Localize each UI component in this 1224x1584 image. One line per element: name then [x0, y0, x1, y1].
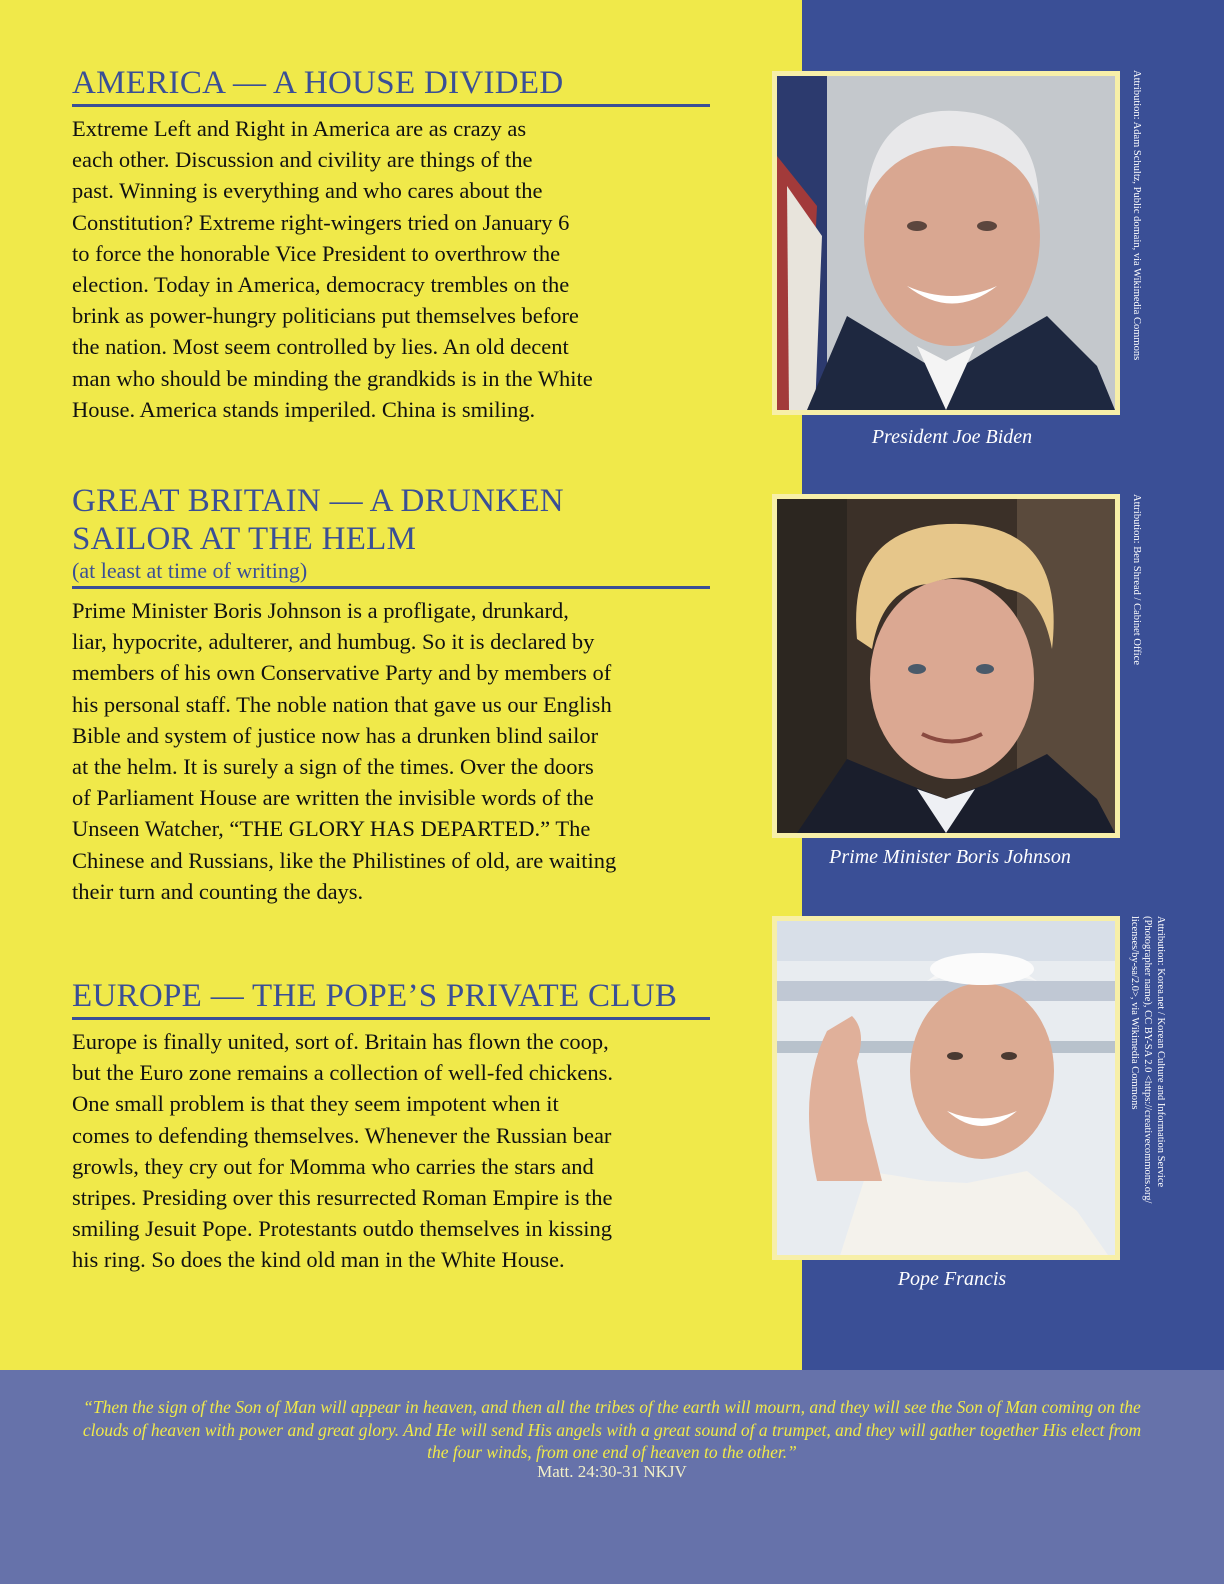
section-heading: GREAT BRITAIN — A DRUNKEN SAILOR AT THE HELM — [72, 483, 564, 557]
section-body: Europe is finally united, sort of. Britain has flown the coop, but the Euro zone remains a collection of well-fed chickens. One small problem is that they seem impotent when it comes to defending themselves. Whenever the Russian bear growls, they cry out for Momma who carries the stars and stripes. Presiding over this resurrected Roman Empire is the smiling Jesuit Pope. Protestants outdo themselves in kissing his ring. So does the kind old man in the White House. — [72, 1029, 614, 1273]
section-heading: EUROPE — THE POPE’S PRIVATE CLUB — [72, 978, 678, 1014]
heading-rule — [72, 586, 710, 589]
photo-attribution: Attribution: Korea.net / Korean Culture and Information Service (Photographer name), CC BY-SA 2.0 <https://creativecommons.org/ licenses/by-sa/2.0>, via Wikimedia Commons — [1129, 916, 1166, 1204]
photo-caption: President Joe Biden — [871, 426, 1033, 448]
scripture-quote: “Then the sign of the Son of Man will appear in heaven, and then all the tribes of the earth will mourn, and they will see the Son of Man coming on the clouds of heaven with power and great glory. And He will send His angels with a great sound of a trumpet, and they will gather together His elect from the four winds, from one end of heaven to the other.” — [82, 1397, 1142, 1462]
photo-johnson — [772, 494, 1120, 838]
heading-rule — [72, 104, 710, 107]
section-america — [72, 64, 712, 425]
photo-pope-francis — [772, 916, 1120, 1260]
section-europe — [72, 977, 712, 1276]
section-great-britain — [72, 482, 712, 907]
photo-caption: Prime Minister Boris Johnson — [829, 846, 1071, 868]
heading-rule — [72, 1017, 710, 1020]
photo-caption: Pope Francis — [897, 1268, 1007, 1290]
section-subheading: (at least at time of writing) — [72, 558, 308, 583]
scripture-citation: Matt. 24:30-31 NKJV — [537, 1462, 687, 1481]
photo-attribution: Attribution: Ben Shread / Cabinet Office — [1131, 494, 1142, 665]
section-body: Extreme Left and Right in America are as crazy as each other. Discussion and civility are things of the past. Winning is everything and who cares about the Constitution? Extreme right-wingers tried on January 6 to force the honorable Vice President to overthrow the election. Today in America, democracy trembles on the brink as power-hungry politicians put themselves before the nation. Most seem controlled by lies. An old decent man who should be minding the grandkids is in the White House. America stands imperiled. China is smiling. — [72, 116, 593, 422]
section-body: Prime Minister Boris Johnson is a profligate, drunkard, liar, hypocrite, adulterer, and humbug. So it is declared by members of his own Conservative Party and by members of his personal staff. The noble nation that gave us our English Bible and system of justice now has a drunken blind sailor at the helm. It is surely a sign of the times. Over the doors of Parliament House are written the invisible words of the Unseen Watcher, “THE GLORY HAS DEPARTED.” The Chinese and Russians, like the Philistines of old, are waiting their turn and counting the days. — [72, 598, 617, 904]
photo-biden — [772, 71, 1120, 415]
section-heading: AMERICA — A HOUSE DIVIDED — [72, 65, 564, 101]
photo-attribution: Attribution: Adam Schultz, Public domain, via Wikimedia Commons — [1131, 70, 1142, 361]
